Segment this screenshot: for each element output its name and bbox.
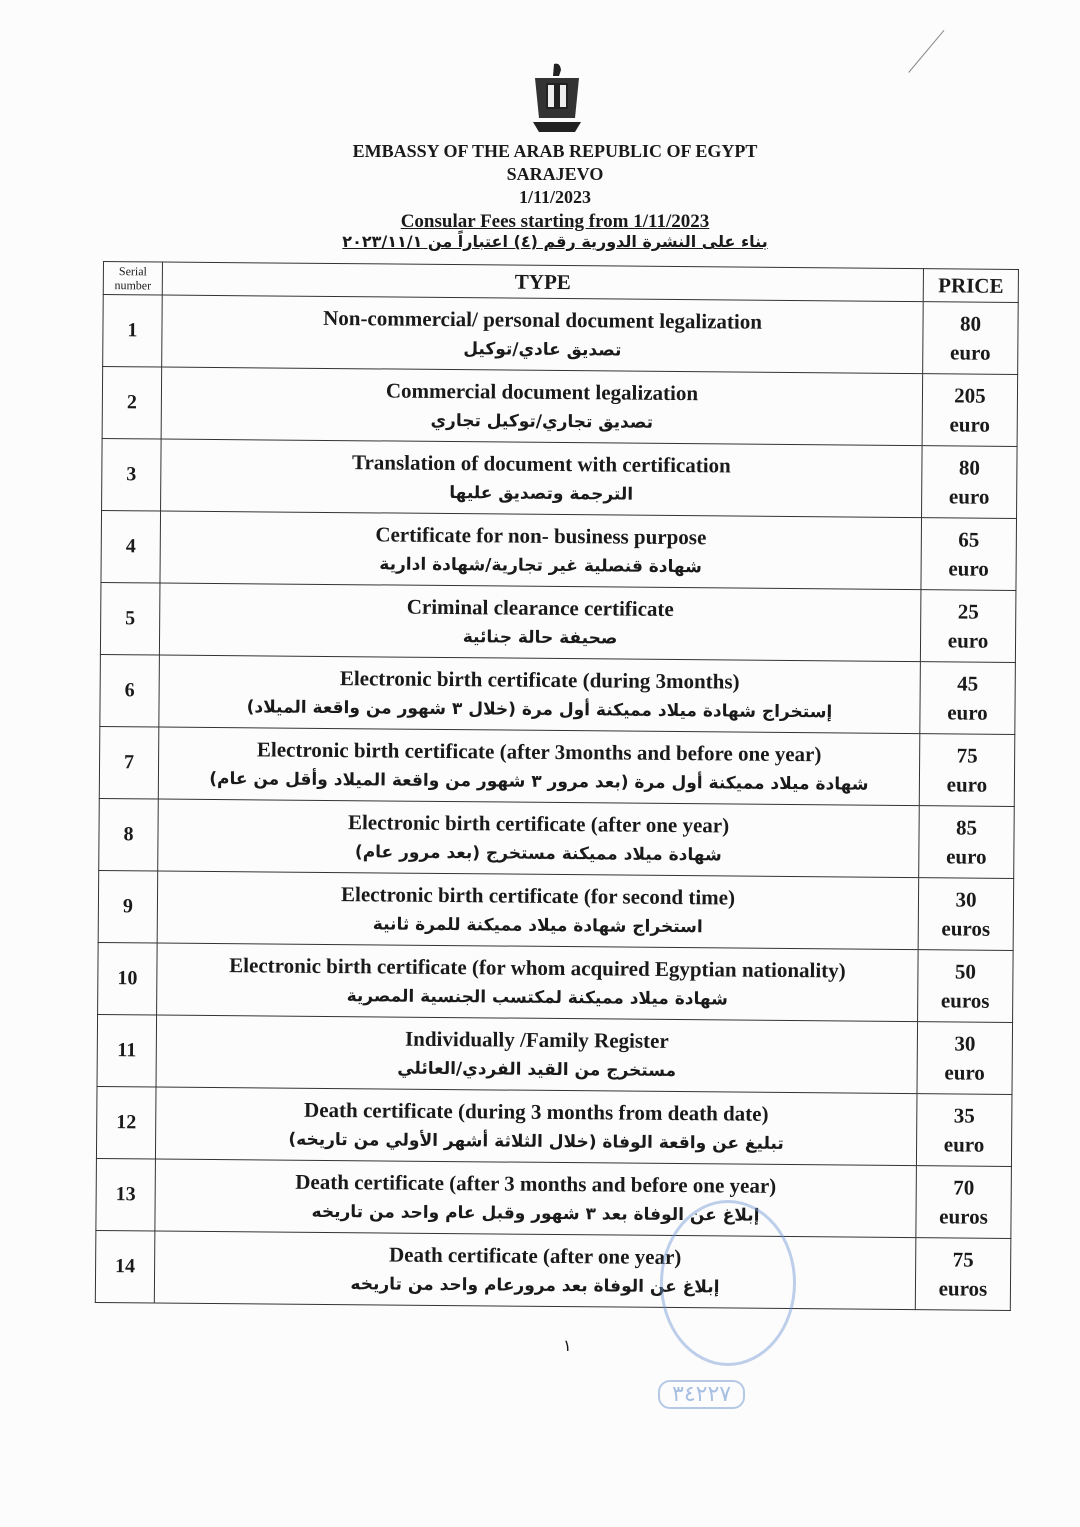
fee-type (161, 367, 923, 446)
fees-table (95, 261, 1019, 1311)
page-number: ١ (563, 1336, 572, 1355)
table-row (100, 582, 1016, 662)
type-english: Electronic birth certificate (for whom acquired Egyptian nationality) (229, 952, 846, 983)
table-row (102, 367, 1018, 447)
table-row (103, 295, 1019, 375)
price-value: 80 (958, 454, 981, 480)
serial-number: 6 (100, 654, 160, 727)
type-english: Death certificate (after 3 months and before one year) (295, 1169, 777, 1198)
serial-number: 2 (102, 367, 162, 440)
price-value: 65 (958, 526, 980, 552)
embassy-name: EMBASSY OF THE ARAB REPUBLIC OF EGYPT (352, 141, 758, 161)
city: SARAJEVO (506, 164, 604, 184)
fee-price (918, 950, 1014, 1023)
fee-price (918, 878, 1014, 951)
type-english: Individually /Family Register (404, 1026, 669, 1053)
type-arabic: الترجمة وتصديق عليها (449, 482, 634, 505)
table-row (97, 1014, 1013, 1094)
pen-mark (908, 30, 982, 105)
price-value: 70 (953, 1174, 975, 1200)
type-english: Commercial document legalization (385, 377, 699, 405)
fee-type (159, 655, 921, 734)
eagle-emblem-icon (527, 62, 587, 138)
fee-type (156, 1015, 918, 1094)
type-english: Criminal clearance certificate (406, 594, 674, 621)
type-arabic: مستخرج من القيد الفردي/العائلي (397, 1058, 677, 1081)
official-stamp (660, 1200, 796, 1366)
price-value: 50 (954, 958, 977, 984)
price-currency: euro (946, 771, 988, 797)
serial-number: 9 (98, 870, 158, 943)
serial-header: Serial number (103, 262, 162, 296)
price-value: 75 (956, 742, 978, 768)
fee-type (157, 943, 919, 1022)
type-arabic: إستخراج شهادة ميلاد مميكنة أول مرة (خلال ٣ شهور من واقعة الميلاد) (246, 696, 833, 722)
table-row (99, 798, 1015, 878)
price-header: PRICE (923, 269, 1018, 303)
fee-price (922, 374, 1018, 447)
type-arabic: شهادة قنصلية غير تجارية/شهادة ادارية (379, 553, 702, 577)
table-row (95, 1230, 1011, 1310)
table-row (98, 870, 1014, 950)
serial-number: 13 (96, 1158, 156, 1231)
type-arabic: استخراج شهادة ميلاد مميكنة للمرة ثانية (372, 913, 703, 937)
price-currency: euro (947, 699, 988, 725)
fee-price (922, 446, 1018, 519)
document-title: Consular Fees starting from 1/11/2023 (400, 211, 710, 232)
table-row (101, 510, 1017, 590)
price-value: 25 (957, 598, 979, 624)
price-currency: euro (947, 627, 989, 653)
fee-price (919, 734, 1015, 807)
type-english: Electronic birth certificate (during 3months) (339, 665, 740, 694)
price-currency: euro (948, 483, 990, 509)
price-currency: euros (939, 1203, 988, 1229)
price-currency: euros (940, 987, 990, 1013)
price-value: 30 (954, 1030, 976, 1056)
serial-number: 5 (100, 582, 160, 655)
type-english: Electronic birth certificate (for second time) (340, 881, 736, 910)
table-row (98, 942, 1014, 1022)
price-currency: euro (949, 339, 991, 365)
type-english: Death certificate (after one year) (388, 1242, 682, 1269)
fee-price (921, 518, 1017, 591)
table-row (96, 1158, 1012, 1238)
fee-type (154, 1231, 916, 1310)
fee-type (158, 727, 920, 806)
type-arabic: إبلاغ عن الوفاة بعد ٣ شهور وقبل عام واحد من تاريخه (311, 1201, 760, 1226)
type-header: TYPE (162, 262, 923, 302)
price-value: 80 (959, 310, 982, 336)
fee-type (159, 583, 921, 662)
stamp-number: ٣٤٢٢٧ (658, 1380, 745, 1409)
fee-price (919, 806, 1015, 879)
serial-number: 4 (101, 510, 161, 583)
type-arabic: تصديق عادي/توكيل (463, 338, 622, 361)
serial-number: 1 (103, 295, 163, 368)
fee-price (917, 1022, 1013, 1095)
fee-type (160, 511, 922, 590)
date: 1/11/2023 (518, 187, 591, 207)
price-currency: euro (949, 411, 991, 437)
price-currency: euro (946, 843, 987, 869)
serial-number: 7 (99, 726, 159, 799)
price-value: 45 (957, 670, 979, 696)
fee-price (916, 1166, 1012, 1239)
serial-number: 8 (99, 798, 159, 871)
type-arabic: شهادة ميلاد مميكنة أول مرة (بعد مرور ٣ شهور من واقعة الميلاد وأقل من عام) (209, 768, 869, 795)
price-currency: euro (948, 555, 989, 581)
fee-type (158, 799, 920, 878)
price-currency: euros (938, 1275, 988, 1301)
price-value: 85 (955, 814, 978, 840)
price-currency: euro (943, 1131, 985, 1157)
price-currency: euro (944, 1059, 985, 1085)
fee-price (916, 1094, 1012, 1167)
fee-price (920, 590, 1016, 663)
fee-type (162, 295, 924, 374)
serial-number: 12 (96, 1086, 156, 1159)
type-english: Certificate for non- business purpose (375, 521, 707, 549)
price-value: 30 (955, 886, 977, 912)
price-value: 205 (954, 382, 986, 408)
fee-type (161, 439, 923, 518)
arabic-subtitle: بناء على النشرة الدورية رقم (٤) اعتباراً من ٢٠٢٣/١١/١ (342, 232, 768, 251)
fee-price (920, 662, 1016, 735)
fee-type (157, 871, 919, 950)
type-arabic: تبليغ عن واقعة الوفاة (خلال الثلاثة أشهر الأولي من تاريخه) (288, 1129, 784, 1154)
table-row (96, 1086, 1012, 1166)
type-arabic: شهادة ميلاد مميكنة لمكتسب الجنسية المصرية (346, 985, 728, 1009)
price-value: 75 (952, 1246, 974, 1272)
type-english: Translation of document with certification (351, 449, 731, 477)
table-row (102, 438, 1018, 518)
serial-number: 3 (102, 438, 162, 511)
fee-price (923, 302, 1019, 375)
fee-type (155, 1087, 917, 1166)
serial-number: 14 (95, 1230, 155, 1303)
price-value: 35 (953, 1102, 975, 1128)
fee-type (155, 1159, 917, 1238)
fee-price (915, 1238, 1011, 1311)
type-english: Non-commercial/ personal document legalization (323, 305, 763, 334)
type-arabic: إبلاغ عن الوفاة بعد مرورعام واحد من تاريخه (350, 1273, 720, 1297)
price-currency: euros (941, 915, 991, 941)
type-arabic: شهادة ميلاد مميكنة مستخرج (بعد مرور عام) (354, 841, 722, 865)
type-english: Electronic birth certificate (after 3months and before one year) (256, 736, 822, 766)
serial-number: 10 (98, 942, 158, 1015)
type-english: Death certificate (during 3 months from death date) (304, 1097, 769, 1126)
table-row (100, 654, 1016, 734)
table-row (99, 726, 1015, 806)
serial-number: 11 (97, 1014, 157, 1087)
type-arabic: تصديق تجاري/توكيل تجاري (430, 410, 654, 433)
type-arabic: صحيفة حالة جنائية (462, 626, 618, 648)
type-english: Electronic birth certificate (after one year) (347, 809, 730, 837)
